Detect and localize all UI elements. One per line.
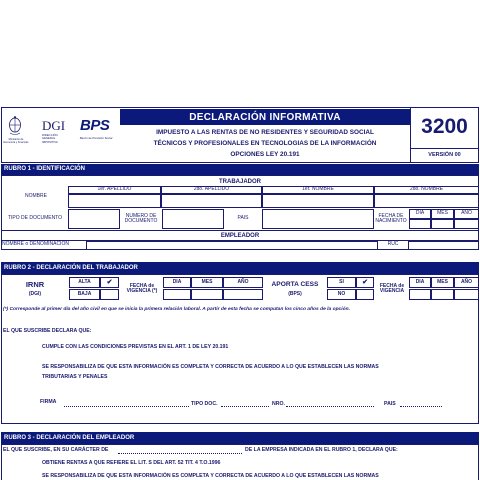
alta-checkbox[interactable]: ✔ bbox=[100, 277, 119, 288]
mes-field[interactable] bbox=[431, 289, 454, 300]
obtiene-statement: OBTIENE RENTAS A QUE REFIERE EL LIT. S DEL ART. 52 TIT. 4 T.O.1996 bbox=[42, 460, 221, 466]
pais-field[interactable] bbox=[262, 209, 374, 229]
divider bbox=[410, 148, 479, 149]
nombre2-label: 2do. NOMBRE bbox=[374, 186, 479, 194]
ministerio-label: Ministerio de Economía y Finanzas bbox=[3, 138, 29, 145]
anio-field[interactable] bbox=[454, 289, 479, 300]
form-number: 3200 bbox=[421, 115, 468, 138]
apellido1-label: 1er. APELLIDO bbox=[68, 186, 161, 194]
irnr-sub-label: (DGI) bbox=[28, 291, 42, 297]
logo-area bbox=[2, 108, 120, 162]
ruc-field[interactable] bbox=[408, 241, 479, 250]
no-checkbox[interactable] bbox=[356, 289, 374, 300]
pais-label: PAIS bbox=[237, 215, 249, 222]
dia-label: DIA bbox=[163, 277, 191, 288]
trabajador-heading: TRABAJADOR bbox=[219, 178, 261, 185]
bps-logo: BPS bbox=[80, 117, 110, 134]
nombre1-label: 1er. NOMBRE bbox=[262, 186, 374, 194]
form-subtitle-3: OPCIONES LEY 20.191 bbox=[230, 151, 300, 158]
bps-sub-label: Banco de Previsión Social bbox=[79, 136, 113, 140]
form-version: VERSIÓN 00 bbox=[428, 152, 461, 158]
nombre-label: NOMBRE bbox=[25, 193, 47, 200]
firma-field[interactable] bbox=[64, 406, 189, 407]
aporta-cess-label: APORTA CESS bbox=[271, 281, 319, 288]
coat-of-arms-icon bbox=[8, 116, 22, 136]
apellido1-field[interactable] bbox=[68, 194, 161, 208]
alta-label: ALTA bbox=[69, 277, 100, 288]
rubro1-title: RUBRO 1 - IDENTIFICACIÓN bbox=[1, 164, 479, 175]
fecha-nac-label: FECHA DE NACIMIENTO bbox=[375, 212, 407, 224]
mes-label: MES bbox=[191, 277, 223, 288]
numero-doc-field[interactable] bbox=[162, 209, 224, 229]
tipo-doc-label: TIPO DE DOCUMENTO bbox=[7, 215, 63, 222]
cumple-statement: CUMPLE CON LAS CONDICIONES PREVISTAS EN EL ART. 1 DE LEY 20.191 bbox=[42, 344, 229, 350]
tipo-doc-label: TIPO DOC. bbox=[191, 401, 218, 407]
responsabiliza-statement-1: SE RESPONSABILIZA DE QUE ESTA INFORMACIÓN ES COMPLETA Y CORRECTA DE ACUERDO A LO QUE ESTABLECEN LAS NORMAS bbox=[42, 364, 379, 370]
empleador-heading: EMPLEADOR bbox=[220, 232, 260, 239]
anio-field[interactable] bbox=[223, 289, 263, 300]
form-subtitle-1: IMPUESTO A LAS RENTAS DE NO RESIDENTES Y SEGURIDAD SOCIAL bbox=[156, 129, 374, 136]
irnr-label: IRNR bbox=[25, 280, 45, 289]
fecha-vigencia-cess-label: FECHA de VIGENCIA bbox=[379, 282, 405, 294]
aporta-cess-sub-label: (BPS) bbox=[288, 291, 302, 297]
responsabiliza-statement-2: TRIBUTARIAS Y PENALES bbox=[42, 374, 108, 380]
dgi-sub-label: DIRECCIÓN GENERAL IMPOSITIVA bbox=[42, 133, 58, 144]
caracter-field[interactable] bbox=[118, 453, 242, 454]
mes-field[interactable] bbox=[191, 289, 223, 300]
anio-label: AÑO bbox=[454, 277, 479, 288]
dia-field[interactable] bbox=[409, 289, 431, 300]
mes-label: MES bbox=[431, 209, 454, 219]
declara-heading: EL QUE SUSCRIBE DECLARA QUE: bbox=[3, 328, 92, 334]
anio-field[interactable] bbox=[454, 219, 479, 229]
mes-label: MES bbox=[431, 277, 454, 288]
pais-field[interactable] bbox=[400, 406, 442, 407]
dia-field[interactable] bbox=[163, 289, 191, 300]
nombre1-field[interactable] bbox=[262, 194, 374, 208]
firma-label: FIRMA bbox=[40, 399, 57, 405]
nro-label: NRO. bbox=[272, 401, 285, 407]
baja-label: BAJA bbox=[69, 289, 100, 300]
footnote: (*) Corresponde al primer día del año civil en que se inicia la primera relación laboral. A partir de esta fecha se computan los cinco años de la opción. bbox=[3, 307, 350, 312]
pais-label: PAIS bbox=[384, 401, 396, 407]
anio-label: AÑO bbox=[223, 277, 263, 288]
nro-field[interactable] bbox=[286, 406, 374, 407]
tipo-doc-field[interactable] bbox=[221, 406, 269, 407]
dia-label: DIA bbox=[409, 209, 431, 219]
si-checkbox[interactable]: ✔ bbox=[356, 277, 374, 288]
nombre-denominacion-label: NOMBRE o DENOMINACION bbox=[2, 241, 69, 248]
anio-label: AÑO bbox=[454, 209, 479, 219]
dia-field[interactable] bbox=[409, 219, 431, 229]
numero-doc-label: NUMERO DE DOCUMENTO bbox=[124, 212, 158, 224]
nombre2-field[interactable] bbox=[374, 194, 479, 208]
rubro2-title: RUBRO 2 - DECLARACIÓN DEL TRABAJADOR bbox=[1, 262, 479, 274]
fecha-vigencia-irnr-label: FECHA de VIGENCIA (*) bbox=[126, 282, 158, 294]
no-label: NO bbox=[327, 289, 356, 300]
nombre-denominacion-field[interactable] bbox=[86, 241, 378, 250]
mes-field[interactable] bbox=[431, 219, 454, 229]
baja-checkbox[interactable] bbox=[100, 289, 119, 300]
rubro3-title: RUBRO 3 - DECLARACIÓN DEL EMPLEADOR bbox=[1, 432, 479, 444]
form-title: DECLARACIÓN INFORMATIVA bbox=[120, 109, 410, 125]
rubro3-responsabiliza-statement: SE RESPONSABILIZA DE QUE ESTA INFORMACIÓN ES COMPLETA Y CORRECTA DE ACUERDO A LO QUE ESTABLECEN LAS NORMAS bbox=[42, 473, 379, 479]
si-label: SI bbox=[327, 277, 356, 288]
ruc-label: RUC bbox=[387, 241, 399, 248]
form-subtitle-2: TÉCNICOS Y PROFESIONALES EN TECNOLOGIAS DE LA INFORMACIÓN bbox=[153, 140, 377, 147]
rubro3-line1a: EL QUE SUSCRIBE, EN SU CARÁCTER DE bbox=[3, 447, 109, 453]
dia-label: DIA bbox=[409, 277, 431, 288]
rubro3-line1b: DE LA EMPRESA INDICADA EN EL RUBRO 1, DECLARA QUE: bbox=[245, 447, 398, 453]
dgi-logo: DGI bbox=[42, 118, 66, 133]
apellido2-field[interactable] bbox=[161, 194, 262, 208]
tipo-doc-field[interactable] bbox=[68, 209, 120, 229]
apellido2-label: 2do. APELLIDO bbox=[161, 186, 262, 194]
